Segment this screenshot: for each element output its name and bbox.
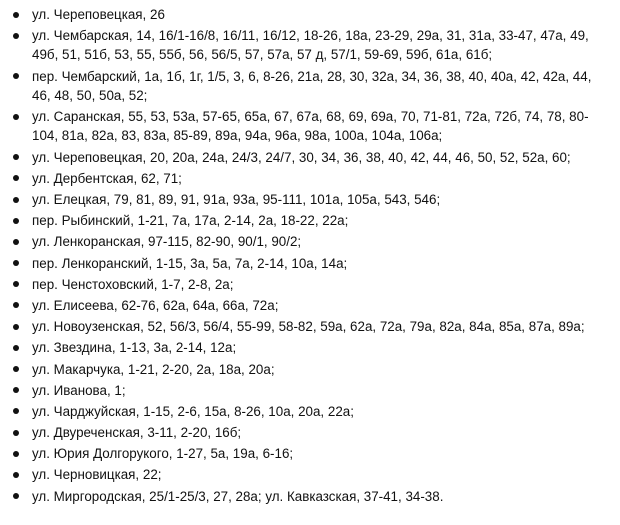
list-item: ул. Елецкая, 79, 81, 89, 91, 91а, 93а, 95-111, 101а, 105а, 543, 546; xyxy=(0,190,612,209)
list-item: пер. Рыбинский, 1-21, 7а, 17а, 2-14, 2а, 18-22, 22а; xyxy=(0,211,612,230)
list-item: ул. Новоузенская, 52, 56/3, 56/4, 55-99, 58-82, 59а, 62а, 72а, 79а, 82а, 84а, 85а, 87а, 89а; xyxy=(0,317,612,336)
list-item: ул. Звездина, 1-13, 3а, 2-14, 12а; xyxy=(0,338,612,357)
list-item: ул. Саранская, 55, 53, 53а, 57-65, 65а, 67, 67а, 68, 69, 69а, 70, 71-81, 72а, 72б, 74, 78, 80-104, 81а, 82а, 83, 83а, 85-89, 89а, 94а, 96а, 98а, 100а, 104а, 106а; xyxy=(0,107,612,146)
list-item: ул. Дербентская, 62, 71; xyxy=(0,169,612,188)
list-item: ул. Чембарская, 14, 16/1-16/8, 16/11, 16/12, 18-26, 18а, 23-29, 29а, 31, 31а, 33-47, 47а, 49, 49б, 51, 51б, 53, 55, 55б, 56, 56/5, 57, 57а, 57 д, 57/1, 59-69, 59б, 61а, 61б; xyxy=(0,26,612,65)
list-item: ул. Юрия Долгорукого, 1-27, 5а, 19а, 6-16; xyxy=(0,444,612,463)
list-item: ул. Елисеева, 62-76, 62а, 64а, 66а, 72а; xyxy=(0,296,612,315)
list-item: ул. Череповецкая, 26 xyxy=(0,5,612,24)
address-list xyxy=(0,5,612,506)
list-item: пер. Ченстоховский, 1-7, 2-8, 2а; xyxy=(0,275,612,294)
list-item: ул. Череповецкая, 20, 20а, 24а, 24/3, 24/7, 30, 34, 36, 38, 40, 42, 44, 46, 50, 52, 52а, 60; xyxy=(0,148,612,167)
list-item: пер. Чембарский, 1а, 1б, 1г, 1/5, 3, 6, 8-26, 21а, 28, 30, 32а, 34, 36, 38, 40, 40а, 42, 42а, 44, 46, 48, 50, 50а, 52; xyxy=(0,67,612,106)
list-item: ул. Миргородская, 25/1-25/3, 27, 28а; ул. Кавказская, 37-41, 34-38. xyxy=(0,487,612,506)
list-item: ул. Иванова, 1; xyxy=(0,381,612,400)
list-item: ул. Чарджуйская, 1-15, 2-6, 15а, 8-26, 10а, 20а, 22а; xyxy=(0,402,612,421)
list-item: ул. Ленкоранская, 97-115, 82-90, 90/1, 90/2; xyxy=(0,232,612,251)
list-item: ул. Двуреченская, 3-11, 2-20, 16б; xyxy=(0,423,612,442)
list-item: ул. Черновицкая, 22; xyxy=(0,465,612,484)
list-item: ул. Макарчука, 1-21, 2-20, 2а, 18а, 20а; xyxy=(0,360,612,379)
list-item: пер. Ленкоранский, 1-15, 3а, 5а, 7а, 2-14, 10а, 14а; xyxy=(0,254,612,273)
